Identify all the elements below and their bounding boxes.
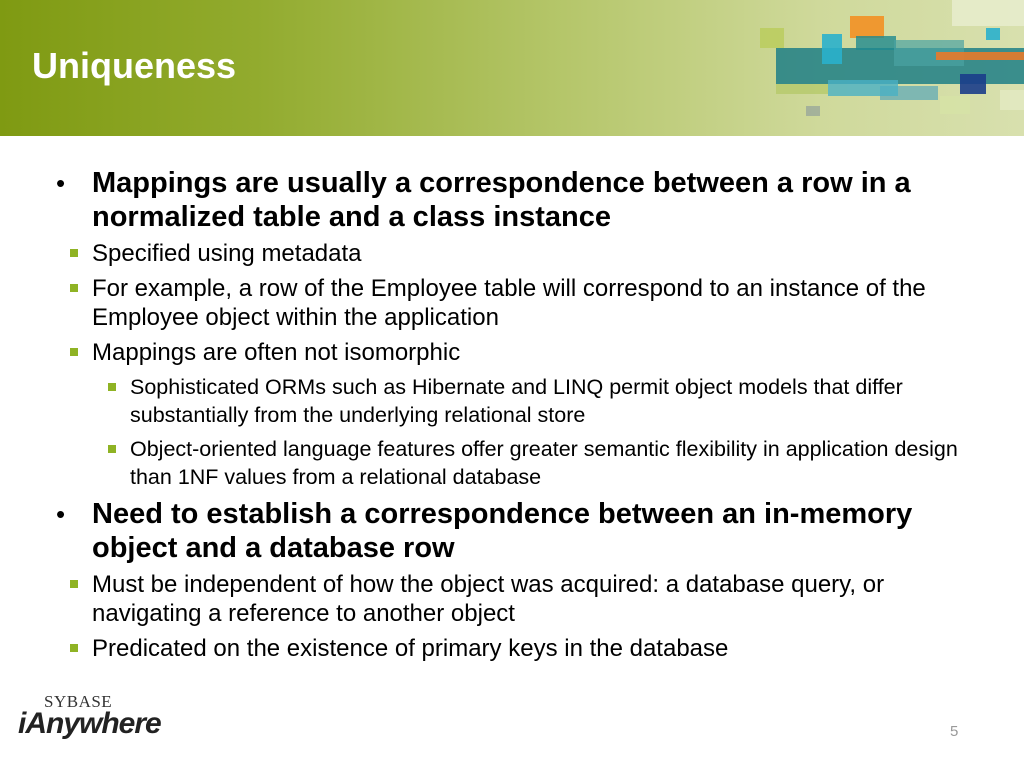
bullet-level3 — [56, 373, 976, 429]
logo-sybase-text: SYBASE — [44, 692, 113, 711]
bullet-level2 — [56, 338, 976, 367]
square-bullet-icon — [108, 383, 116, 391]
bullet-text: Mappings are often not isomorphic — [92, 339, 461, 366]
bullet-level2 — [56, 634, 976, 663]
page-number: 5 — [950, 723, 959, 740]
bullet-level1 — [56, 166, 976, 234]
sybase-ianywhere-logo — [18, 692, 178, 748]
square-bullet-icon — [70, 580, 78, 588]
bullet-text: For example, a row of the Employee table will correspond to an instance of the Employee object within the application — [92, 275, 926, 331]
bullet-level2 — [56, 274, 976, 332]
slide-body — [56, 166, 976, 669]
bullet-text: Mappings are usually a correspondence between a row in a normalized table and a class instance — [92, 167, 911, 233]
bullet-level1 — [56, 497, 976, 565]
square-bullet-icon — [70, 249, 78, 257]
square-bullet-icon — [70, 348, 78, 356]
bullet-text: Sophisticated ORMs such as Hibernate and LINQ permit object models that differ substantially from the underlying relational store — [130, 375, 903, 427]
logo-ianywhere-text: iAnywhere — [18, 707, 161, 740]
bullet-level2 — [56, 570, 976, 628]
square-bullet-icon — [70, 644, 78, 652]
bullet-level3 — [56, 435, 976, 491]
bullet-text: Must be independent of how the object was acquired: a database query, or navigating a reference to another object — [92, 571, 885, 627]
bullet-text: Predicated on the existence of primary keys in the database — [92, 635, 729, 662]
slide-header — [0, 0, 1024, 136]
bullet-text: Need to establish a correspondence between an in-memory object and a database row — [92, 498, 913, 564]
bullet-text: Object-oriented language features offer greater semantic flexibility in application design than 1NF values from a relational database — [130, 437, 958, 489]
bullet-dot-icon: • — [56, 168, 66, 198]
square-bullet-icon — [70, 284, 78, 292]
square-bullet-icon — [108, 445, 116, 453]
bullet-text: Specified using metadata — [92, 240, 362, 267]
bullet-level2 — [56, 239, 976, 268]
bullet-dot-icon: • — [56, 499, 66, 529]
slide-title: Uniqueness — [32, 45, 237, 86]
